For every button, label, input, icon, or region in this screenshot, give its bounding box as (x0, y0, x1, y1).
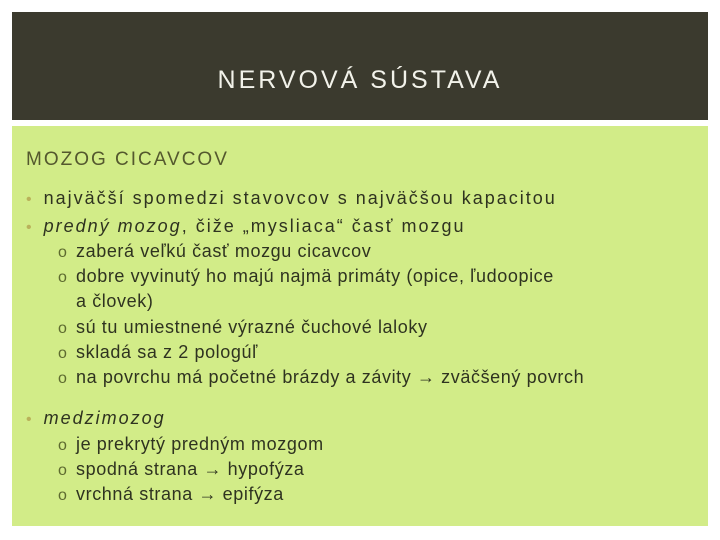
bullet-dot-icon: • (26, 411, 34, 428)
sub-item: o na povrchu má početné brázdy a závity → zväčšený povrch (58, 367, 585, 387)
term: medzimozog (43, 408, 166, 428)
bullet-item: • najväčší spomedzi stavovcov s najväčšou kapacitou (26, 188, 557, 208)
bullet-dot-icon: • (26, 219, 34, 236)
sub-item-continuation: a človek) (76, 291, 154, 311)
content-panel (12, 126, 708, 526)
section-title: MOZOG CICAVCOV (26, 149, 229, 170)
sub-item: o vrchná strana → epifýza (58, 484, 284, 504)
sub-item: o spodná strana → hypofýza (58, 459, 305, 479)
sub-item: o zaberá veľkú časť mozgu cicavcov (58, 241, 372, 261)
page-title: NERVOVÁ SÚSTAVA (217, 66, 503, 94)
term: predný mozog (43, 216, 182, 236)
circle-bullet-icon: o (58, 370, 68, 387)
title-bar (12, 12, 708, 120)
circle-bullet-icon: o (58, 437, 68, 454)
circle-bullet-icon: o (58, 345, 68, 362)
sub-item: o dobre vyvinutý ho majú najmä primáty (opice, ľudoopice (58, 266, 554, 286)
circle-bullet-icon: o (58, 462, 68, 479)
bullet-item (26, 408, 166, 429)
circle-bullet-icon: o (58, 269, 68, 286)
sub-item: o sú tu umiestnené výrazné čuchové laloky (58, 317, 428, 337)
circle-bullet-icon: o (58, 320, 68, 337)
circle-bullet-icon: o (58, 244, 68, 261)
bullet-item: • predný mozog, čiže „mysliaca“ časť mozgu (26, 216, 466, 236)
bullet-dot-icon: • (26, 191, 34, 208)
sub-item: o skladá sa z 2 pologúľ (58, 342, 258, 362)
sub-item: o je prekrytý predným mozgom (58, 434, 324, 454)
circle-bullet-icon: o (58, 487, 68, 504)
